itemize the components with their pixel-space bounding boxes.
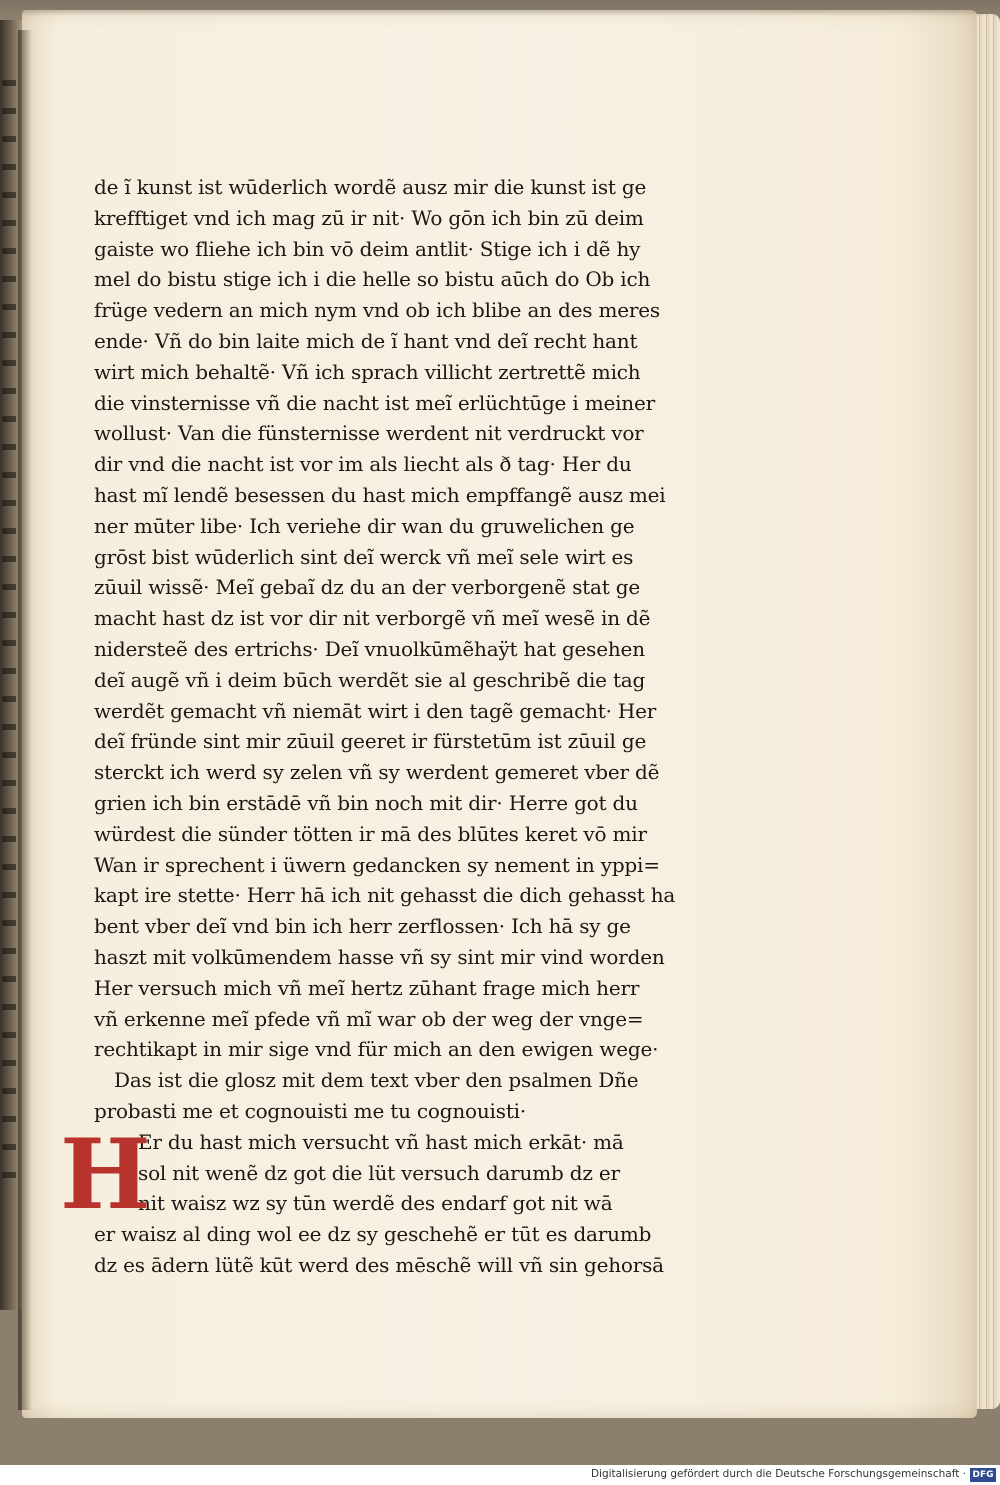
text-line: ner mūter libe· Ich veriehe dir wan du gruwelichen ge [94, 513, 635, 538]
text-line: krefftiget vnd ich mag zū ir nit· Wo gōn ich bin zū deim [94, 205, 644, 230]
text-line: werdẽt gemacht vñ niemāt wirt i den tagẽ gemacht· Her [94, 698, 657, 723]
binding-shadow [18, 30, 32, 1410]
text-line: kapt ire stette· Herr hā ich nit gehasst die dich gehasst ha [94, 883, 676, 908]
paragraph-1 [94, 172, 714, 1065]
text-line: Her versuch mich vñ meĩ hertz zūhant frage mich herr [94, 975, 640, 1000]
text-line: sol nit wenẽ dz got die lüt versuch darumb dz er [138, 1160, 620, 1185]
previous-page-text-fragment [2, 80, 16, 1180]
text-line: rechtikapt in mir sige vnd für mich an den ewigen wege· [94, 1037, 659, 1062]
paragraph-3 [60, 1117, 714, 1281]
text-line: die vinsternisse vñ die nacht ist meĩ erlüchtūge i meiner [94, 390, 655, 415]
text-line: gaiste wo fliehe ich bin vō deim antlit· Stige ich i dẽ hy [94, 236, 641, 261]
text-line: probasti me et cognouisti me tu cognouisti· [94, 1098, 527, 1123]
text-line: nidersteẽ des ertrichs· Deĩ vnuolkūmẽhaÿt hat gesehen [94, 636, 645, 661]
text-line: früge vedern an mich nym vnd ob ich blibe an des meres [94, 298, 660, 323]
text-line: mel do bistu stige ich i die helle so bistu aūch do Ob ich [94, 267, 651, 292]
text-line: wollust· Van die fünsternisse werdent nit verdruckt vor [94, 421, 644, 446]
text-line: dz es ādern lütẽ kūt werd des mēschẽ will vñ sin gehorsā [94, 1252, 664, 1277]
dfg-logo: DFG [970, 1468, 996, 1482]
paragraph-3-lines [94, 1219, 714, 1281]
text-line: macht hast dz ist vor dir nit verborgẽ vñ meĩ wesẽ in dẽ [94, 606, 651, 631]
text-line: deĩ augẽ vñ i deim būch werdẽt sie al geschribẽ die tag [94, 667, 646, 692]
text-line: vñ erkenne meĩ pfede vñ mĩ war ob der weg der vnge= [94, 1006, 644, 1031]
text-line: grōst bist wūderlich sint deĩ werck vñ meĩ sele wirt es [94, 544, 634, 569]
text-line: Er du hast mich versucht vñ hast mich erkāt· mā [138, 1129, 624, 1154]
text-line: deĩ fründe sint mir zūuil geeret ir fürstetūm ist zūuil ge [94, 729, 647, 754]
paragraph-2 [94, 1065, 714, 1127]
text-line: zūuil wissẽ· Meĩ gebaĩ dz du an der verborgenẽ stat ge [94, 575, 640, 600]
text-line: ende· Vñ do bin laite mich de ĩ hant vnd deĩ recht hant [94, 328, 638, 353]
text-line: hast mĩ lendẽ besessen du hast mich empffangẽ ausz mei [94, 482, 666, 507]
paragraph-3-initial-lines [94, 1127, 714, 1219]
text-line: würdest die sünder tötten ir mā des blūtes keret vō mir [94, 821, 647, 846]
text-line: nit waisz wz sy tūn werdẽ des endarf got nit wā [138, 1191, 613, 1216]
text-line: Wan ir sprechent i üwern gedancken sy nement in yppi= [94, 852, 660, 877]
top-shadow [0, 0, 1000, 16]
footer-bar [0, 1465, 1000, 1485]
text-line: sterckt ich werd sy zelen vñ sy werdent gemeret vber dẽ [94, 760, 660, 785]
text-line: haszt mit volkūmendem hasse vñ sy sint mir vind worden [94, 944, 665, 969]
text-line: de ĩ kunst ist wūderlich wordẽ ausz mir die kunst ist ge [94, 175, 647, 199]
text-line: Das ist die glosz mit dem text vber den psalmen Dñe [114, 1068, 639, 1093]
rubricated-initial: H [60, 1117, 151, 1231]
digitization-credit: Digitalisierung gefördert durch die Deutsche Forschungsgemeinschaft · [590, 1468, 966, 1480]
text-line: wirt mich behaltẽ· Vñ ich sprach villicht zertrettẽ mich [94, 359, 641, 384]
text-line: bent vber deĩ vnd bin ich herr zerflossen· Ich hā sy ge [94, 914, 631, 939]
text-line: er waisz al ding wol ee dz sy geschehẽ er tūt es darumb [94, 1222, 652, 1247]
text-line: grien ich bin erstādē vñ bin noch mit dir· Herre got du [94, 790, 638, 815]
page-text [60, 172, 714, 1281]
text-line: dir vnd die nacht ist vor im als liecht als ð tag· Her du [94, 452, 632, 477]
